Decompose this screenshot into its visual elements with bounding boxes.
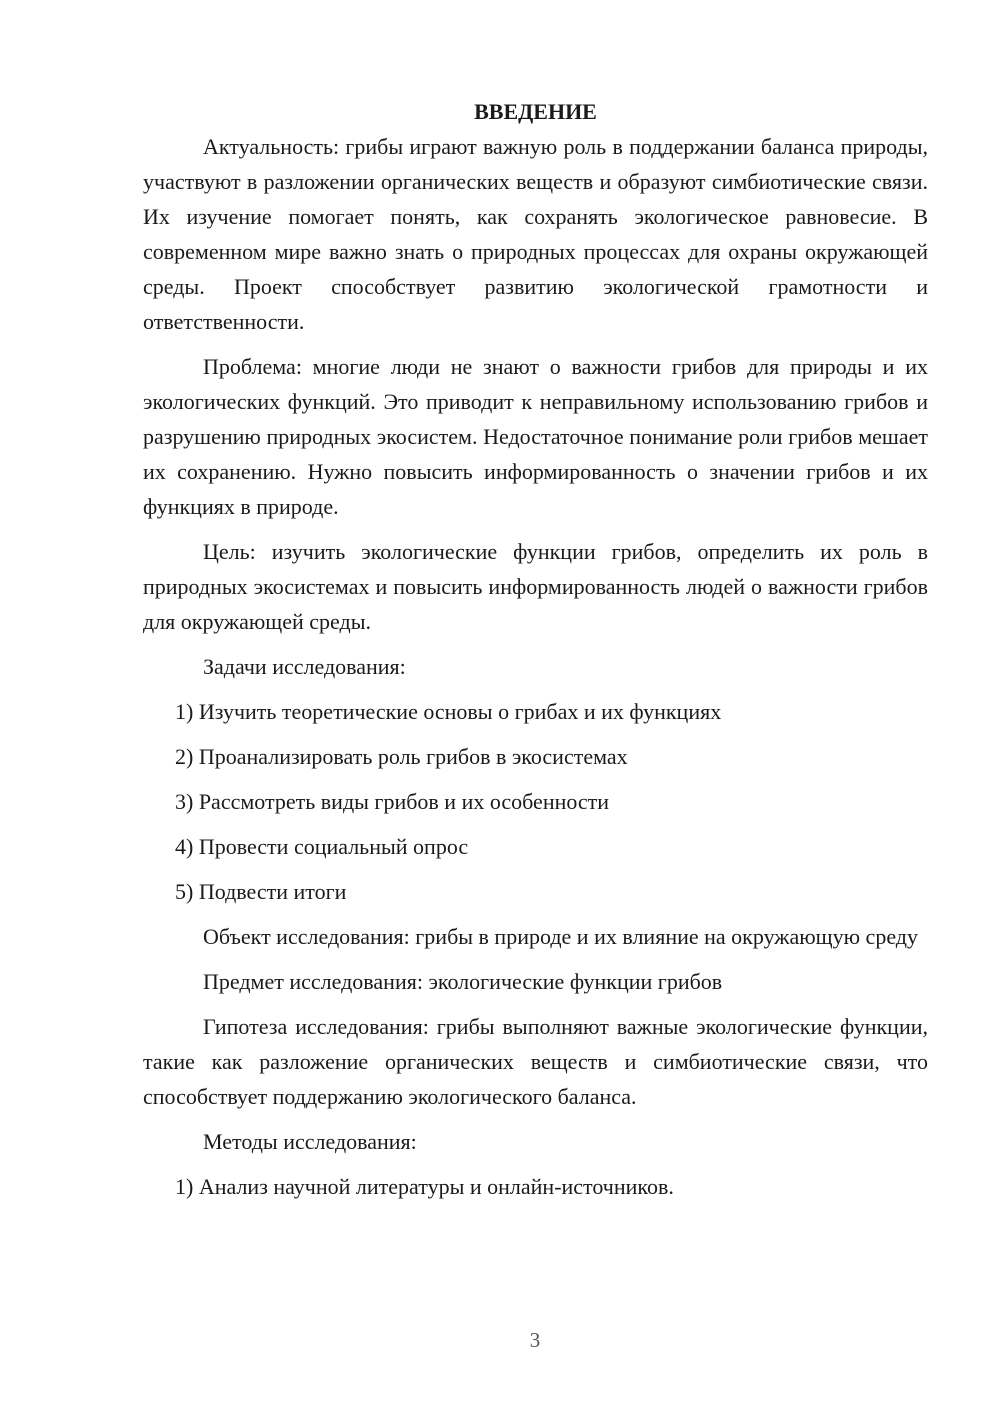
methods-heading: Методы исследования: — [203, 1129, 417, 1154]
goal-paragraph: Цель: изучить экологические функции грибов, определить их роль в природных экосистемах и повысить информированность людей о важности грибов для окружающей среды. — [143, 539, 928, 634]
methods-list — [143, 1169, 928, 1204]
problem-paragraph: Проблема: многие люди не знают о важности грибов для природы и их экологических функций. Это приводит к неправильному использованию грибов и разрушению природных экосистем. Недостаточное понимание роли грибов мешает их сохранению. Нужно повысить информированность о значении грибов и их функциях в природе. — [143, 354, 928, 519]
object-paragraph: Объект исследования: грибы в природе и их влияние на окружающую среду — [203, 924, 918, 949]
list-item: 3) Рассмотреть виды грибов и их особенности — [175, 789, 610, 814]
list-item: 4) Провести социальный опрос — [175, 834, 469, 859]
page-number: 3 — [529, 1328, 541, 1352]
list-item: 1) Анализ научной литературы и онлайн-источников. — [175, 1174, 674, 1199]
subject-paragraph: Предмет исследования: экологические функции грибов — [203, 969, 723, 994]
document-page — [143, 94, 928, 1214]
relevance-paragraph: Актуальность: грибы играют важную роль в поддержании баланса природы, участвуют в разложении органических веществ и образуют симбиотические связи. Их изучение помогает понять, как сохранять экологическое равновесие. В современном мире важно знать о природных процессах для охраны окружающей среды. Проект способствует развитию экологической грамотности и ответственности. — [143, 134, 928, 334]
list-item: 2) Проанализировать роль грибов в экосистемах — [175, 744, 628, 769]
list-item: 1) Изучить теоретические основы о грибах и их функциях — [175, 699, 722, 724]
hypothesis-paragraph: Гипотеза исследования: грибы выполняют важные экологические функции, такие как разложение органических веществ и симбиотические связи, что способствует поддержанию экологического баланса. — [143, 1014, 928, 1109]
list-item: 5) Подвести итоги — [175, 879, 347, 904]
tasks-list — [143, 694, 928, 909]
section-title: ВВЕДЕНИЕ — [474, 99, 597, 124]
tasks-heading: Задачи исследования: — [203, 654, 406, 679]
